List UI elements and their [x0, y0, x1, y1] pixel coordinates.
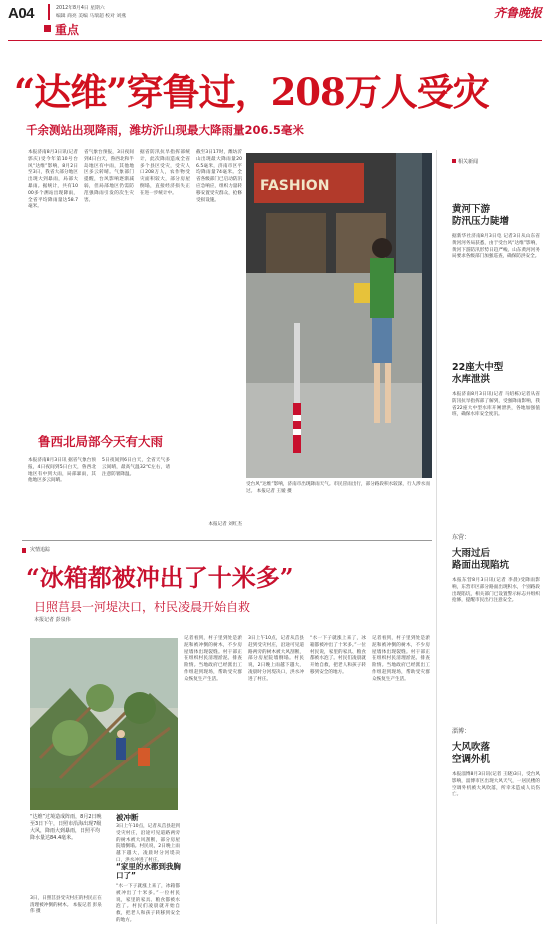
story2-subheadline: 日照莒县一河堤决口，村民凌晨开始自救	[34, 600, 251, 614]
photo-caption-2: “达维”过境造成阵雨，8月2日晚至3日下午，日照市沿海出现7级大风，降雨大到暴雨，日照平均降水量达84.4毫米。	[30, 814, 102, 841]
article-column-3: 据省防汛抗旱指挥部统计，此次降雨造成全省多个县区受灾，受灾人口208万人，农作物受灾面积较大，部分房屋倒塌，直接经济损失正在进一步统计中。	[140, 150, 190, 196]
section-title: 重点	[55, 23, 80, 37]
place-label-zibo: 淄博：	[452, 728, 471, 735]
related-news-tag: 相关新闻	[458, 159, 479, 165]
story2-column-4: 记者看到，村子里到处是淤泥和被冲倒的树木，不少房屋墙体出现裂缝。村干部正在组织村民清理淤泥、排查险情。当地政府已经派出工作组赶到现场，帮助受灾群众恢复生产生活。	[372, 636, 430, 682]
page-number-divider	[48, 4, 50, 20]
issue-date: 2012年8月4日 星期六	[56, 6, 105, 11]
story2-text-b: “水一下子就涨上来了，冰箱都被冲出了十米多。”一位村民说，家里的家具、粮食都被水泡了。村民们凌晨就开始自救，把老人和孩子转移到安全的地方。	[116, 884, 180, 923]
right-text-1: 据新华社济南8月3日电 记者3日从山东省黄河河务局获悉，由于受台风“达维”影响，黄河下游防汛形势日趋严峻。山东黄河河务局要求各级部门加强巡查，确保防洪安全。	[452, 234, 540, 260]
right-headline-4: 大风吹落 空调外机	[452, 742, 491, 765]
right-text-2: 本报济南8月3日讯(记者 马绍栋)记者从省防汛抗旱指挥部了解到，受强降雨影响，我省22座大中型水库开闸泄洪，各地加强值班，确保水库安全度汛。	[452, 392, 540, 418]
main-headline: “达维”穿鲁过，208万人受灾	[14, 70, 489, 114]
weather-byline: 本报记者 刘红杰	[208, 522, 242, 527]
weather-column-1: 本报济南8月3日讯 据省气象台预报，4日夜间到5日白天，鲁西北地区有中到大雨，局部暴雨，其他地区多云间晴。	[28, 458, 96, 484]
header-rule	[8, 40, 542, 41]
staff-credits: 编辑 商亮 美编 马瑞超 校对 刘燕	[56, 14, 126, 19]
story2-column-1: 记者看到，村子里到处是淤泥和被冲倒的树木，不少房屋墙体出现裂缝。村干部正在组织村民清理淤泥、排查险情。当地政府已经派出工作组赶到现场，帮助受灾群众恢复生产生活。	[184, 636, 242, 682]
subhead-weather: 鲁西北局部今天有大雨	[38, 434, 164, 449]
fallen-trees-photo	[30, 638, 178, 810]
related-news-icon	[452, 159, 456, 163]
tag-square-icon	[22, 548, 26, 553]
article-column-4: 截至3日17时，潍坊沂山出现最大降雨量206.5毫米，济南市区平均降雨量74毫米。全省各级部门已启动防汛应急响应，组织力量转移安置受灾群众，抢修受损设施。	[196, 150, 242, 203]
article-column-1: 本报济南8月3日讯(记者 郭庆)受今年第10号台风“达维”影响，8月2日至3日，我省大部分地区出现大到暴雨，局部大暴雨。据统计，共有1000多个测站出现降雨，全省平均降雨量达58.7毫米。	[28, 150, 78, 210]
subhead-water-level: “家里的水都到我胸口了”	[116, 862, 181, 880]
section-divider	[22, 540, 432, 541]
subhead-trees: 被冲断	[116, 813, 139, 822]
place-label-dongying: 东营：	[452, 534, 471, 541]
newspaper-logo: 齐鲁晚报	[493, 6, 542, 20]
story2-headline: “冰箱都被冲出了十米多”	[26, 563, 294, 592]
rain-street-photo	[246, 153, 432, 478]
story2-byline: 本报记者 彭泉伟	[34, 617, 71, 623]
section-square-icon	[44, 25, 51, 32]
weather-column-2: 5日夜间到6日白天，全省天气多云间晴，最高气温32℃左右，请注意防暑降温。	[102, 458, 170, 477]
column-divider	[436, 150, 437, 924]
page-header	[0, 0, 550, 37]
right-text-3: 本报东营8月3日讯(记者 李晨)受降雨影响，东营市区部分路面出现积水，个别路段出现陷坑，相关部门已设置警示标志并组织抢修，提醒市民出行注意安全。	[452, 578, 540, 604]
story2-text-a: 3日上午10点，记者从莒县赶到受灾村庄，沿途可见道路两旁的树木被大风刮断，部分房屋院墙倒塌。村民说，2日晚上雨越下越大，凌晨时分河堤决口，洪水冲进了村庄。	[116, 824, 180, 863]
right-headline-2: 22座大中型 水库泄洪	[452, 362, 504, 385]
story2-column-3: “水一下子就涨上来了，冰箱都被冲出了十米多。”一位村民说，家里的家具、粮食都被水泡了。村民们凌晨就开始自救，把老人和孩子转移到安全的地方。	[310, 636, 366, 675]
story2-column-2: 3日上午10点，记者从莒县赶到受灾村庄，沿途可见道路两旁的树木被大风刮断，部分房屋院墙倒塌。村民说，2日晚上雨越下越大，凌晨时分河堤决口，洪水冲进了村庄。	[248, 636, 304, 682]
photo-caption-3: 3日，日照莒县受灾村庄的村民正在清理被冲倒的树木。 本报记者 彭泉伟 摄	[30, 896, 102, 914]
main-subheadline: 千余测站出现降雨，潍坊沂山现最大降雨量206.5毫米	[26, 123, 304, 137]
section-tag: 灾情追踪	[30, 547, 51, 553]
photo-caption-1: 受台风“达维”影响，济南市出现降雨天气。市民冒雨出行，部分路段积水较深，行人涉水而过。 本报记者 王媛 摄	[246, 482, 430, 494]
article-column-2: 省气象台预报，3日夜间到4日白天，鲁西北和半岛地区有中雨，其他地区多云转晴。气象部门提醒，台风影响逐渐减弱，但局部地区仍需防范强降雨引发的次生灾害。	[84, 150, 134, 203]
right-text-4: 本报淄博8月3日讯(记者 王晓)3日，受台风影响，淄博市区出现大风天气，一居民楼的空调外机被大风吹落，所幸未造成人员伤亡。	[452, 772, 540, 798]
right-headline-3: 大雨过后 路面出现陷坑	[452, 548, 510, 571]
page-number: A04	[8, 5, 35, 22]
svg-text:FASHION: FASHION	[260, 178, 330, 194]
right-headline-1: 黄河下游 防汛压力陡增	[452, 204, 510, 227]
